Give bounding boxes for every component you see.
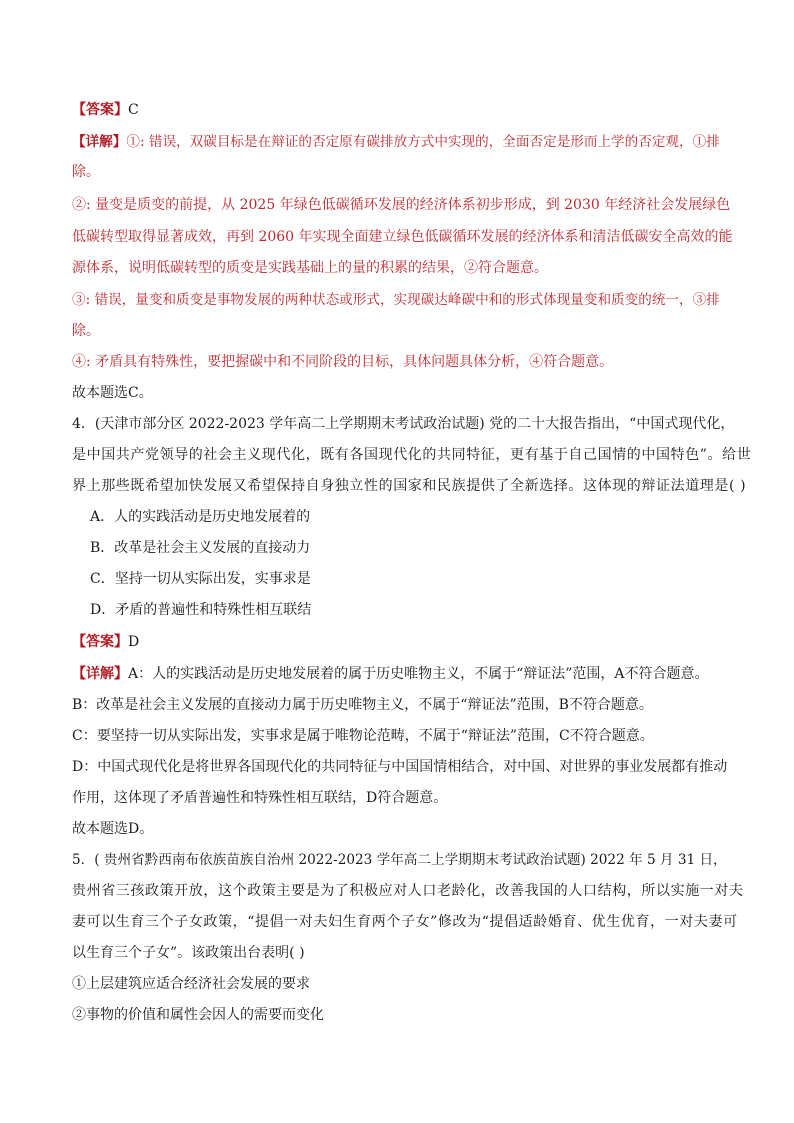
detail-point-2-line-3: 源体系，说明低碳转型的质变是实践基础上的量的积累的结果，②符合题意。 bbox=[72, 260, 548, 276]
detail-text: A：人的实践活动是历史地发展着的属于历史唯物主义，不属于“辩证法”范围，A不符合题意。 bbox=[128, 666, 709, 682]
answer-line bbox=[72, 632, 722, 652]
question-4-line-2: 是中国共产党领导的社会主义现代化，既有各国现代化的共同特征，更有基于自己国情的中国特色”。给世 bbox=[72, 447, 752, 463]
conclusion: 故本题选C。 bbox=[72, 385, 153, 401]
option-d: D．矛盾的普遍性和特殊性相互联结 bbox=[90, 602, 312, 618]
detail-point-3-line-1 bbox=[72, 290, 722, 310]
question-4-line-1: 4．(天津市部分区 2022-2023 学年高二上学期期末考试政治试题) 党的二十大报告指出，“中国式现代化， bbox=[72, 416, 735, 432]
answer-line bbox=[72, 100, 722, 120]
detail-line-1 bbox=[72, 132, 722, 152]
detail-text: ③: 错误，量变和质变是事物发展的两种状态或形式，实现碳达峰碳中和的形式体现量变和质变的统一， bbox=[72, 292, 693, 308]
detail-tag: 【详解】 bbox=[72, 134, 127, 150]
detail-line-d-2: 作用，这体现了矛盾普遍性和特殊性相互联结，D符合题意。 bbox=[72, 790, 448, 806]
detail-point-2-line-2: 低碳转型取得显著成效，再到 2060 年实现全面建立绿色低碳循环发展的经济体系和清洁低碳安全高效的能 bbox=[72, 229, 733, 245]
answer-tag: 【答案】 bbox=[72, 634, 128, 650]
question-4-line-3: 界上那些既希望加快发展又希望保持自身独立性的国家和民族提供了全新选择。这体现的辩证法道理是( ) bbox=[72, 478, 747, 494]
answer-value: C bbox=[128, 102, 139, 118]
question-5-line-4: 以生育三个子女”。该政策出台表明( ) bbox=[72, 945, 305, 961]
detail-point-3-line-2: 除。 bbox=[72, 323, 100, 339]
detail-line-2: 除。 bbox=[72, 164, 100, 180]
option-c: C．坚持一切从实际出发，实事求是 bbox=[90, 571, 311, 587]
statement-1: ①上层建筑应适合经济社会发展的要求 bbox=[72, 976, 310, 992]
detail-point-4: ④: 矛盾具有特殊性，要把握碳中和不同阶段的目标，具体问题具体分析，④符合题意。 bbox=[72, 354, 614, 370]
detail-text: ①: 错误，双碳目标是在辩证的否定原有碳排放方式中实现的，全面否定是形而上学的否定观， bbox=[126, 134, 693, 150]
question-5-line-3: 妻可以生育三个子女政策，“提倡一对夫妇生育两个子女”修改为“提倡适龄婚育、优生优育，一对夫妻可 bbox=[72, 914, 738, 930]
answer-value: D bbox=[128, 634, 140, 650]
question-5-line-2: 贵州省三孩政策开放，这个政策主要是为了积极应对人口老龄化，改善我国的人口结构，所以实施一对夫 bbox=[72, 883, 744, 899]
detail-line-d-1: D：中国式现代化是将世界各国现代化的共同特征与中国国情相结合，对中国、对世界的事业发展都有推动 bbox=[72, 759, 728, 775]
answer-tag: 【答案】 bbox=[72, 102, 128, 118]
detail-line-c: C：要坚持一切从实际出发，实事求是属于唯物论范畴，不属于“辩证法”范围，C不符合题意。 bbox=[72, 728, 654, 744]
conclusion: 故本题选D。 bbox=[72, 821, 154, 837]
detail-tag: 【详解】 bbox=[72, 666, 128, 682]
detail-line-b: B：改革是社会主义发展的直接动力属于历史唯物主义，不属于“辩证法”范围，B不符合题意。 bbox=[72, 697, 653, 713]
detail-point-2-line-1: ②: 量变是质变的前提，从 2025 年绿色低碳循环发展的经济体系初步形成，到 2030 年经济社会发展绿色 bbox=[72, 197, 731, 213]
detail-text: ③排 bbox=[692, 292, 720, 308]
detail-line-a bbox=[72, 664, 722, 684]
option-a: A．人的实践活动是历史地发展着的 bbox=[90, 509, 311, 525]
detail-text: ①排 bbox=[692, 134, 720, 150]
question-5-line-1: 5．( 贵州省黔西南布依族苗族自治州 2022-2023 学年高二上学期期末考试政治试题) 2022 年 5 月 31 日， bbox=[72, 852, 727, 868]
statement-2: ②事物的价值和属性会因人的需要而变化 bbox=[72, 1007, 324, 1023]
option-b: B．改革是社会主义发展的直接动力 bbox=[90, 540, 311, 556]
